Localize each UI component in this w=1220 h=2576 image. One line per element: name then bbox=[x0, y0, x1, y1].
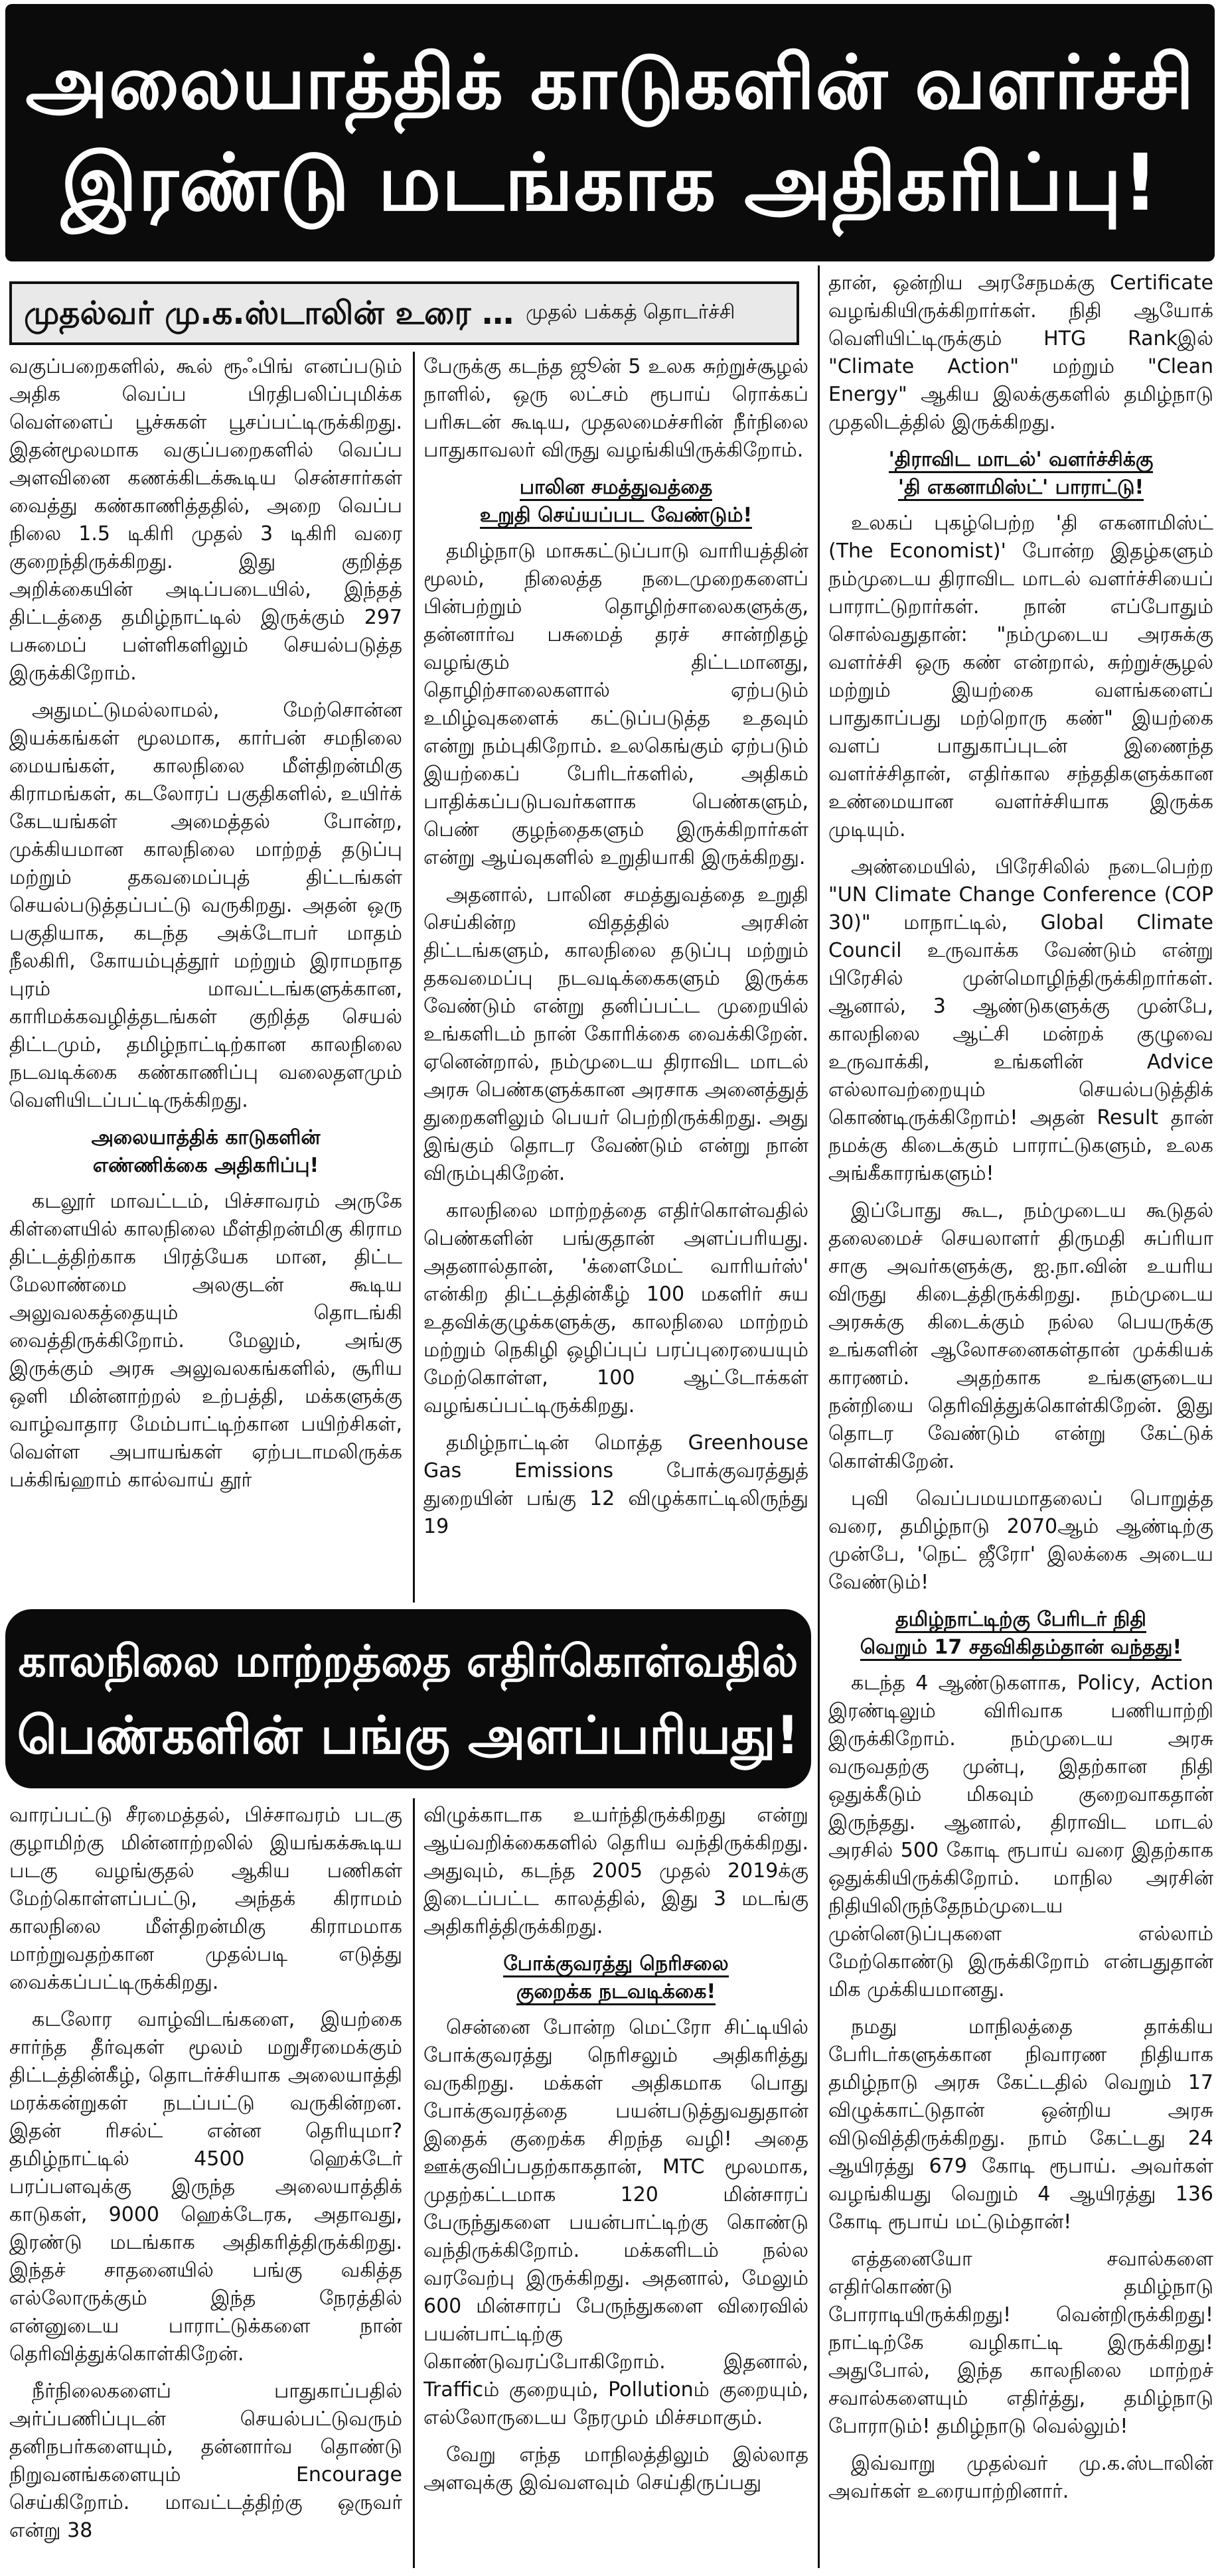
paragraph: விழுக்காடாக உயர்ந்திருக்கிறது என்று ஆய்வறிக்கைகளில் தெரிய வந்திருக்கிறது. அதுவும், கடந்த 2005 முதல் 2019க்கு இடைப்பட்ட காலத்தில், இது 3 மடங்கு அதிகரித்திருக்கிறது. bbox=[423, 1804, 808, 1938]
subheading bbox=[9, 1124, 402, 1180]
column-1-bottom bbox=[9, 1802, 402, 2571]
subheading bbox=[828, 1606, 1213, 1662]
headline-line-2: இரண்டு மடங்காக அதிகரிப்பு! bbox=[61, 137, 1159, 228]
section-title: முதல்வர் மு.க.ஸ்டாலின் உரை … bbox=[24, 295, 514, 332]
subheading bbox=[423, 1950, 808, 2006]
continuation-note: முதல் பக்கத் தொடர்ச்சி bbox=[526, 300, 735, 324]
paragraph: கடந்த 4 ஆண்டுகளாக, Policy, Action இரண்டிலும் விரிவாக பணியாற்றி இருக்கிறோம். நம்முடைய அரசு வருவதற்கு முன்பு, இதற்கான நிதி ஒதுக்கீடும் மிகவும் குறைவாகதான் இருந்தது. ஆனால், திராவிட மாடல் அரசில் 500 கோடி ரூபாய் வரை இதற்காக ஒதுக்கியிருக்கிறோம். மாநில அரசின் நிதியிலிருந்தேநம்முடைய முன்னெடுப்புகளை எல்லாம் மேற்கொண்டு இருக்கிறோம் என்பதுதான் மிக முக்கியமானது. bbox=[828, 1672, 1213, 2001]
subheading-line: பாலின சமத்துவத்தை bbox=[423, 474, 808, 502]
subheading bbox=[423, 474, 808, 530]
section-title-box bbox=[9, 281, 799, 345]
subheading-line: அலையாத்திக் காடுகளின் bbox=[91, 1126, 321, 1149]
paragraph: கடலோர வாழ்விடங்களை, இயற்கை சார்ந்த தீர்வுகள் மூலம் மறுசீரமைக்கும் திட்டத்தின்கீழ், தொடர்ச்சியாக அலையாத்தி மரக்கன்றுகள் நடப்பட்டு வருகின்றன. இதன் ரிசல்ட் என்ன தெரியுமா? தமிழ்நாட்டில் 4500 ஹெக்டேர் பரப்பளவுக்கு இருந்த அலையாத்திக் காடுகள், 9000 ஹெக்டேரக, அதாவது, இரண்டு மடங்காக அதிகரித்திருக்கிறது. இந்தச் சாதனையில் பங்கு வகித்த எல்லோருக்கும் இந்த நேரத்தில் என்னுடைய பாராட்டுக்களை நான் தெரிவித்துக்கொள்கிறேன். bbox=[9, 2008, 402, 2366]
subheading-line: உறுதி செய்யப்பட வேண்டும்! bbox=[423, 502, 808, 530]
paragraph: தான், ஒன்றிய அரசேநமக்கு Certificate வழங்கியிருக்கிறார்கள். நிதி ஆயோக் வெளியிட்டிருக்கும் HTG Rankஇல் "Climate Action" மற்றும் "Clean Energy" ஆகிய இலக்குகளில் தமிழ்நாடு முதலிடத்தில் இருக்கிறது. bbox=[828, 271, 1213, 434]
paragraph: தமிழ்நாட்டின் மொத்த Greenhouse Gas Emissions போக்குவரத்துத் துறையின் பங்கு 12 விழுக்காட்டிலிருந்து 19 bbox=[423, 1431, 808, 1538]
column-rule-2 bbox=[818, 265, 820, 2568]
paragraph: எத்தனையோ சவால்களை எதிர்கொண்டு தமிழ்நாடு போராடியிருக்கிறது! வென்றிருக்கிறது! நாட்டிற்கே வழிகாட்டி இருக்கிறது! அதுபோல், இந்த காலநிலை மாற்றச் சவால்களையும் எதிர்த்து, தமிழ்நாடு போராடும்! தமிழ்நாடு வெல்லும்! bbox=[828, 2248, 1213, 2438]
paragraph: சென்னை போன்ற மெட்ரோ சிட்டியில் போக்குவரத்து நெரிசலும் அதிகரித்து வருகிறது. மக்கள் அதிகமாக பொது போக்குவரத்தை பயன்படுத்துவதுதான் இதைக் குறைக்க சிறந்த வழி! அதை ஊக்குவிப்பதற்காகதான், MTC மூலமாக, முதற்கட்டமாக 120 மின்சாரப் பேருந்துகளை பயன்பாட்டிற்கு கொண்டு வந்திருக்கிறோம். மக்களிடம் நல்ல வரவேற்பு இருக்கிறது. அதனால், மேலும் 600 மின்சாரப் பேருந்துகளை விரைவில் பயன்பாட்டிற்கு கொண்டுவரப்போகிறோம். இதனால், Trafficம் குறையும், Pollutionம் குறையும், எல்லோருடைய நேரமும் மிச்சமாகும். bbox=[423, 2016, 808, 2429]
paragraph: புவி வெப்பமயமாதலைப் பொறுத்த வரை, தமிழ்நாடு 2070ஆம் ஆண்டிற்கு முன்பே, 'நெட் ஜீரோ' இலக்கை அடைய வேண்டும்! bbox=[828, 1487, 1213, 1594]
paragraph: கடலூர் மாவட்டம், பிச்சாவரம் அருகே கிள்ளையில் காலநிலை மீள்திறன்மிகு கிராம திட்டத்திற்காக பிரத்யேக மான, திட்ட மேலாண்மை அலகுடன் கூடிய அலுவலகத்தையும் தொடங்கி வைத்திருக்கிறோம். மேலும், அங்கு இருக்கும் அரசு அலுவலகங்களில், சூரிய ஒளி மின்னாற்றல் உற்பத்தி, மக்களுக்கு வாழ்வாதார மேம்பாட்டிற்கான பயிற்சிகள், வெள்ள அபாயங்கள் ஏற்படாமலிருக்க பக்கிங்ஹாம் கால்வாய் தூர் bbox=[9, 1190, 402, 1492]
paragraph: பேருக்கு கடந்த ஜூன் 5 உலக சுற்றுச்சூழல் நாளில், ஒரு லட்சம் ரூபாய் ரொக்கப் பரிசுடன் கூடிய, முதலமைச்சரின் நீர்நிலை பாதுகாவலர் விருது வழங்கியிருக்கிறோம். bbox=[423, 355, 808, 462]
subheading-line: எண்ணிக்கை அதிகரிப்பு! bbox=[92, 1154, 319, 1177]
column-rule-1 bbox=[413, 352, 415, 1603]
paragraph: அதுமட்டுமல்லாமல், மேற்சொன்ன இயக்கங்கள் மூலமாக, கார்பன் சமநிலை மையங்கள், காலநிலை மீள்திறன்மிகு கிராமங்கள், கடலோரப் பகுதிகளில், உயிர்க் கேடயங்கள் அமைத்தல் போன்ற, முக்கியமான காலநிலை மாற்றத் தடுப்பு மற்றும் தகவமைப்புத் திட்டங்கள் செயல்படுத்தப்பட்டு வருகிறது. அதன் ஒரு பகுதியாக, கடந்த அக்டோபர் மாதம் நீலகிரி, கோயம்புத்தூர் மற்றும் இராமநாத புரம் மாவட்டங்களுக்கான, காரிமக்கவழித்தடங்கள் குறித்த செயல் திட்டமும், தமிழ்நாட்டிற்கான காலநிலை நடவடிக்கை கண்காணிப்பு வலைதளமும் வெளியிடப்பட்டிருக்கிறது. bbox=[9, 699, 402, 1112]
column-2-top bbox=[423, 353, 808, 1604]
subheading-line: வெறும் 17 சதவிகிதம்தான் வந்தது! bbox=[828, 1634, 1213, 1662]
headline-banner bbox=[5, 4, 1215, 261]
mid-banner bbox=[5, 1609, 811, 1788]
column-3 bbox=[828, 269, 1213, 2569]
paragraph: வேறு எந்த மாநிலத்திலும் இல்லாத அளவுக்கு இவ்வளவும் செய்திருப்பது bbox=[423, 2443, 808, 2494]
column-1-top bbox=[9, 353, 402, 1604]
paragraph: வகுப்பறைகளில், கூல் ரூஃபிங் எனப்படும் அதிக வெப்ப பிரதிபலிப்புமிக்க வெள்ளைப் பூச்சுகள் பூசப்பட்டிருக்கிறது. இதன்மூலமாக வகுப்பறைகளில் வெப்ப அளவினை கணக்கிடக்கூடிய சென்சார்கள் வைத்து கண்காணித்ததில், அறை வெப்ப நிலை 1.5 டிகிரி முதல் 3 டிகிரி வரை குறைந்திருக்கிறது. இது குறித்த அறிக்கையின் அடிப்படையில், இந்தத் திட்டத்தை தமிழ்நாட்டில் இருக்கும் 297 பசுமைப் பள்ளிகளிலும் செயல்படுத்த இருக்கிறோம். bbox=[9, 355, 402, 685]
column-2-bottom bbox=[423, 1802, 808, 2571]
paragraph: வாரப்பட்டு சீரமைத்தல், பிச்சாவரம் படகு குழாமிற்கு மின்னாற்றலில் இயங்கக்கூடிய படகு வழங்குதல் ஆகிய பணிகள் மேற்கொள்ளப்பட்டு, அந்தக் கிராமம் காலநிலை மீள்திறன்மிகு கிராமமாக மாற்றுவதற்கான முதல்படி எடுத்து வைக்கப்பட்டிருக்கிறது. bbox=[9, 1804, 402, 1994]
subheading-line: குறைக்க நடவடிக்கை! bbox=[423, 1978, 808, 2006]
subheading bbox=[828, 446, 1213, 502]
column-rule-3 bbox=[413, 1798, 415, 2568]
subheading-line: 'திராவிட மாடல்' வளர்ச்சிக்கு bbox=[828, 446, 1213, 474]
subheading-line: 'தி எகனாமிஸ்ட்' பாராட்டு! bbox=[828, 474, 1213, 502]
paragraph: இப்போது கூட, நம்முடைய கூடுதல் தலைமைச் செயலாளர் திருமதி சுப்ரியா சாகு அவர்களுக்கு, ஐ.நா.வின் உயரிய விருது கிடைத்திருக்கிறது. நம்முடைய அரசுக்கு கிடைக்கும் நல்ல பெயருக்கு உங்களின் ஆலோசனைகள்தான் முக்கியக் காரணம். அதற்காக உங்களுடைய நன்றியை தெரிவித்துக்கொள்கிறேன். இது தொடர வேண்டும் என்று கேட்டுக் கொள்கிறேன். bbox=[828, 1199, 1213, 1473]
subheading-line: போக்குவரத்து நெரிசலை bbox=[423, 1950, 808, 1978]
paragraph: அதனால், பாலின சமத்துவத்தை உறுதி செய்கின்ற விதத்தில் அரசின் திட்டங்களும், காலநிலை தடுப்பு மற்றும் தகவமைப்பு நடவடிக்கைகளும் இருக்க வேண்டும் என்று தனிப்பட்ட முறையில் உங்களிடம் நான் கோரிக்கை வைக்கிறேன். ஏனென்றால், நம்முடைய திராவிட மாடல் அரசு பெண்களுக்கான அரசாக அனைத்துத் துறைகளிலும் பெயர் பெற்றிருக்கிறது. அது இங்கும் தொடர வேண்டும் என்று நான் விரும்புகிறேன். bbox=[423, 883, 808, 1185]
paragraph: தமிழ்நாடு மாசுகட்டுப்பாடு வாரியத்தின் மூலம், நிலைத்த நடைமுறைகளைப் பின்பற்றும் தொழிற்சாலைகளுக்கு, தன்னார்வ பசுமைத் தரச் சான்றிதழ் வழங்கும் திட்டமானது, தொழிற்சாலைகளால் ஏற்படும் உமிழ்வுகளைக் கட்டுப்படுத்த உதவும் என்று நம்புகிறோம். உலகெங்கும் ஏற்படும் இயற்கைப் பேரிடர்களில், அதிகம் பாதிக்கப்படுபவர்களாக பெண்களும், பெண் குழந்தைகளும் இருக்கிறார்கள் என்று ஆய்வுகளில் உறுதியாகி இருக்கிறது. bbox=[423, 539, 808, 869]
paragraph: நமது மாநிலத்தை தாக்கிய பேரிடர்களுக்கான நிவாரண நிதியாக தமிழ்நாடு அரசு கேட்டதில் வெறும் 17 விழுக்காட்டுதான் ஒன்றிய அரசு விடுவித்திருக்கிறது. நாம் கேட்டது 24 ஆயிரத்து 679 கோடி ரூபாய். அவர்கள் வழங்கியது வெறும் 4 ஆயிரத்து 136 கோடி ரூபாய் மட்டும்தான்! bbox=[828, 2015, 1213, 2234]
paragraph: இவ்வாறு முதல்வர் மு.க.ஸ்டாலின் அவர்கள் உரையாற்றினார். bbox=[828, 2452, 1213, 2503]
headline-line-1: அலையாத்திக் காடுகளின் வளர்ச்சி bbox=[25, 40, 1195, 126]
mid-banner-line-1: காலநிலை மாற்றத்தை எதிர்கொள்வதில் bbox=[18, 1636, 799, 1687]
paragraph: காலநிலை மாற்றத்தை எதிர்கொள்வதில் பெண்களின் பங்குதான் அளப்பரியது. அதனால்தான், 'க்ளைமேட் வாரியர்ஸ்' என்கிற திட்டத்தின்கீழ் 100 மகளிர் சுய உதவிக்குழுக்களுக்கு, காலநிலை மாற்றம் மற்றும் நெகிழி ஒழிப்புப் பரப்புரையையும் மேற்கொள்ள, 100 ஆட்டோக்கள் வழங்கப்பட்டிருக்கிறது. bbox=[423, 1199, 808, 1417]
mid-banner-line-2: பெண்களின் பங்கு அளப்பரியது! bbox=[17, 1706, 800, 1766]
paragraph: உலகப் புகழ்பெற்ற 'தி எகனாமிஸ்ட் (The Economist)' போன்ற இதழ்களும் நம்முடைய திராவிட மாடல் வளர்ச்சியைப் பாராட்டுறார்கள். நான் எப்போதும் சொல்வதுதான்: "நம்முடைய அரசுக்கு வளர்ச்சி ஒரு கண் என்றால், சுற்றுச்சூழல் மற்றும் இயற்கை வளங்களைப் பாதுகாப்பது மற்றொரு கண்" இயற்கை வளப் பாதுகாப்புடன் இணைந்த வளர்ச்சிதான், எதிர்கால சந்ததிகளுக்கான உண்மையான வளர்ச்சியாக இருக்க முடியும். bbox=[828, 512, 1213, 841]
subheading-line: தமிழ்நாட்டிற்கு பேரிடர் நிதி bbox=[828, 1606, 1213, 1634]
paragraph: அண்மையில், பிரேசிலில் நடைபெற்ற "UN Climate Change Conference (COP 30)" மாநாட்டில், Global Climate Council உருவாக்க வேண்டும் என்று பிரேசில் முன்மொழிந்திருக்கிறார்கள். ஆனால், 3 ஆண்டுகளுக்கு முன்பே, காலநிலை ஆட்சி மன்றக் குழுவை உருவாக்கி, உங்களின் Advice எல்லாவற்றையும் செயல்படுத்திக் கொண்டிருக்கிறோம்! அதன் Result தான் நமக்கு கிடைக்கும் பாராட்டுகளும், உலக அங்கீகாரங்களும்! bbox=[828, 855, 1213, 1185]
paragraph: நீர்நிலைகளைப் பாதுகாப்பதில் அர்ப்பணிப்புடன் செயல்பட்டுவரும் தனிநபர்களையும், தன்னார்வ தொண்டு நிறுவனங்களையும் Encourage செய்கிறோம். மாவட்டத்திற்கு ஒருவர் என்று 38 bbox=[9, 2380, 402, 2542]
